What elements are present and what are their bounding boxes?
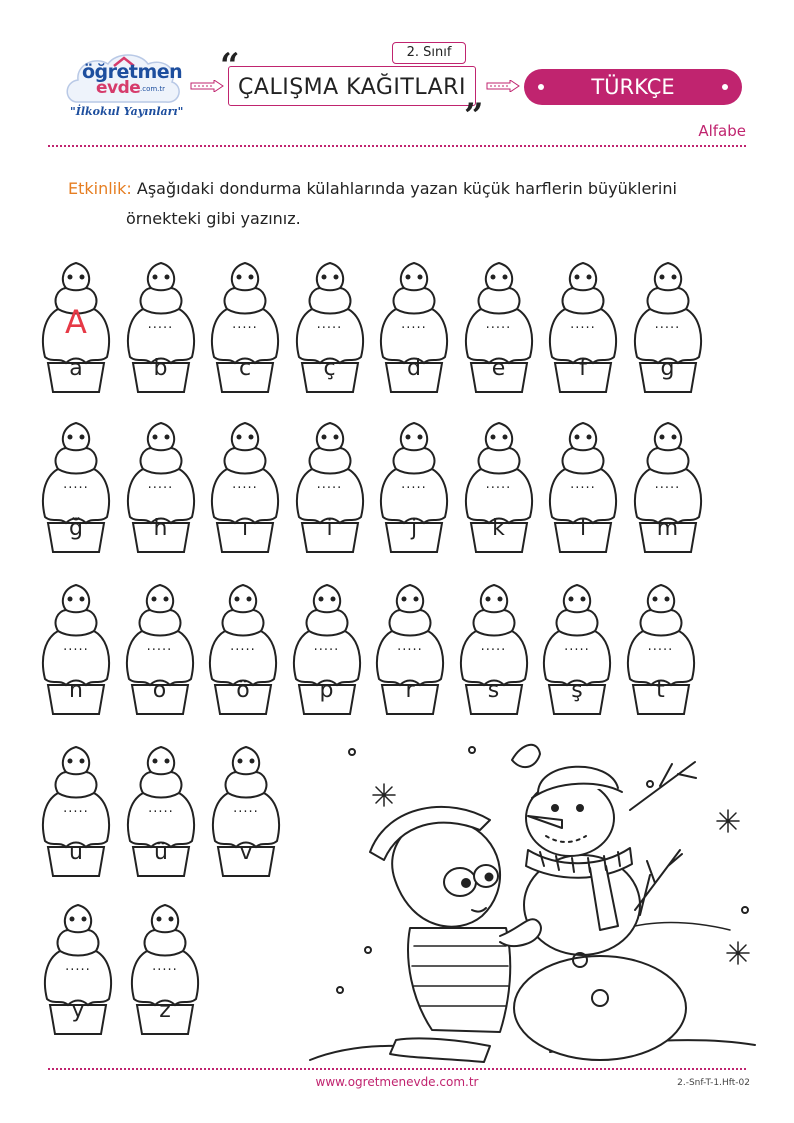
- uppercase-answer-blank[interactable]: .....: [63, 639, 89, 654]
- activity-label: Etkinlik:: [68, 179, 132, 198]
- uppercase-answer-blank[interactable]: .....: [313, 639, 340, 654]
- dot-icon: [538, 84, 544, 90]
- uppercase-answer-blank[interactable]: .....: [564, 639, 590, 654]
- instruction-line-2: örnekteki gibi yazınız.: [126, 209, 301, 228]
- ice-cream-cone: [38, 897, 118, 1037]
- lowercase-letter: c: [238, 356, 252, 381]
- lowercase-letter: g: [660, 356, 675, 381]
- lowercase-letter: i: [326, 516, 333, 541]
- lowercase-letter: d: [407, 356, 421, 381]
- ice-cream-cone: [36, 255, 116, 395]
- snowflake-icon: [727, 942, 749, 964]
- uppercase-answer-blank[interactable]: .....: [316, 317, 343, 332]
- ice-cream-cone: [36, 415, 116, 555]
- example-uppercase-letter: A: [65, 303, 87, 341]
- ice-cream-cone: [290, 415, 370, 555]
- subject-label: TÜRKÇE: [591, 75, 675, 99]
- ice-cream-cone: [537, 577, 617, 717]
- lowercase-letter: k: [492, 516, 505, 541]
- uppercase-answer-blank[interactable]: .....: [146, 639, 173, 654]
- ice-cream-cone: [374, 255, 454, 395]
- lowercase-letter: s: [487, 678, 500, 703]
- ice-cream-cone: [203, 577, 283, 717]
- uppercase-answer-blank[interactable]: .....: [401, 477, 427, 492]
- lowercase-letter: n: [69, 678, 83, 703]
- footer-divider: [48, 1068, 746, 1070]
- uppercase-answer-blank[interactable]: .....: [654, 477, 681, 492]
- uppercase-answer-blank[interactable]: .....: [152, 959, 178, 974]
- ice-cream-cone: [628, 415, 708, 555]
- instruction: [68, 174, 748, 234]
- ice-cream-cone: [287, 577, 367, 717]
- lowercase-letter: ö: [236, 678, 250, 703]
- uppercase-answer-blank[interactable]: .....: [485, 477, 512, 492]
- uppercase-answer-blank[interactable]: .....: [232, 477, 258, 492]
- lowercase-letter: ı: [241, 516, 249, 541]
- uppercase-answer-blank[interactable]: .....: [230, 639, 256, 654]
- lowercase-letter: m: [656, 516, 679, 541]
- ice-cream-cone: [543, 255, 623, 395]
- instruction-line-1: Aşağıdaki dondurma külahlarında yazan küçük harflerin büyüklerini: [136, 179, 677, 198]
- logo-text-ogretmen: öğretmen: [82, 61, 183, 83]
- uppercase-answer-blank[interactable]: .....: [65, 959, 91, 974]
- lowercase-letter: ü: [154, 840, 168, 865]
- uppercase-answer-blank[interactable]: .....: [485, 317, 512, 332]
- lowercase-letter: v: [239, 840, 253, 865]
- arrow-right-icon: [190, 80, 224, 92]
- dot-icon: [722, 84, 728, 90]
- uppercase-answer-blank[interactable]: .....: [397, 639, 423, 654]
- uppercase-answer-blank[interactable]: .....: [63, 801, 89, 816]
- lowercase-letter: r: [405, 678, 415, 703]
- lowercase-letter: b: [153, 356, 168, 381]
- ice-cream-cone: [120, 577, 200, 717]
- quote-open-mark: “: [220, 46, 240, 86]
- ice-cream-cone: [621, 577, 701, 717]
- ice-cream-cone: [121, 415, 201, 555]
- uppercase-answer-blank[interactable]: .....: [316, 477, 343, 492]
- ice-cream-cone: [459, 415, 539, 555]
- worksheet-title: ÇALIŞMA KAĞITLARI: [238, 75, 466, 100]
- snowflake-icon: [373, 784, 395, 806]
- footer-page-code: 2.-Snf-T-1.Hft-02: [677, 1078, 750, 1088]
- worksheet-title-box: [228, 66, 476, 106]
- logo-tagline: "İlkokul Yayınları": [70, 105, 184, 118]
- ice-cream-cone: [454, 577, 534, 717]
- ice-cream-cone: [370, 577, 450, 717]
- snowflake-icon: [717, 810, 739, 832]
- uppercase-answer-blank[interactable]: .....: [570, 477, 596, 492]
- lowercase-letter: ş: [571, 678, 583, 703]
- ice-cream-cone: [205, 255, 285, 395]
- lowercase-letter: p: [319, 678, 334, 703]
- ice-cream-cone: [121, 255, 201, 395]
- ice-cream-cone: [205, 415, 285, 555]
- header-divider: [48, 145, 746, 147]
- lowercase-letter: t: [656, 678, 665, 703]
- lowercase-letter: l: [579, 516, 587, 541]
- lowercase-letter: e: [491, 356, 506, 381]
- lowercase-letter: ğ: [69, 516, 83, 541]
- uppercase-answer-blank[interactable]: .....: [647, 639, 674, 654]
- ice-cream-cone: [121, 739, 201, 879]
- topic-label: Alfabe: [698, 122, 746, 140]
- uppercase-answer-blank[interactable]: .....: [148, 801, 174, 816]
- subject-pill: [524, 69, 742, 105]
- grade-badge: 2. Sınıf: [392, 42, 466, 64]
- uppercase-answer-blank[interactable]: .....: [147, 317, 174, 332]
- logo-text-domain: .com.tr: [140, 85, 166, 93]
- uppercase-answer-blank[interactable]: .....: [480, 639, 507, 654]
- lowercase-letter: y: [71, 998, 85, 1023]
- ice-cream-cone: [543, 415, 623, 555]
- lowercase-letter: a: [69, 356, 83, 381]
- lowercase-letter: j: [410, 516, 418, 541]
- lowercase-letter: o: [152, 678, 167, 703]
- lowercase-letter: ç: [323, 356, 336, 381]
- ice-cream-cone: [290, 255, 370, 395]
- ice-cream-cone: [374, 415, 454, 555]
- uppercase-answer-blank[interactable]: .....: [401, 317, 427, 332]
- uppercase-answer-blank[interactable]: .....: [654, 317, 681, 332]
- arrow-right-icon: [486, 80, 520, 92]
- lowercase-letter: u: [69, 840, 83, 865]
- lowercase-letter: f: [579, 356, 587, 381]
- uppercase-answer-blank[interactable]: .....: [147, 477, 174, 492]
- footer-website-link[interactable]: www.ogretmenevde.com.tr: [315, 1075, 479, 1089]
- quote-close-mark: ”: [464, 96, 484, 136]
- ice-cream-cone: [628, 255, 708, 395]
- uppercase-answer-blank[interactable]: .....: [233, 801, 259, 816]
- ice-cream-cone: [125, 897, 205, 1037]
- ice-cream-cone: [459, 255, 539, 395]
- uppercase-answer-blank[interactable]: .....: [570, 317, 596, 332]
- publisher-logo: [62, 50, 184, 128]
- lowercase-letter: h: [153, 516, 168, 541]
- logo-text-evde: evde: [96, 78, 141, 98]
- ice-cream-cone: [206, 739, 286, 879]
- ice-cream-cone: [36, 739, 116, 879]
- ice-cream-cone: [36, 577, 116, 717]
- uppercase-answer-blank[interactable]: .....: [232, 317, 258, 332]
- lowercase-letter: z: [159, 998, 171, 1023]
- snowman-girl-illustration: [300, 740, 760, 1065]
- uppercase-answer-blank[interactable]: .....: [63, 477, 89, 492]
